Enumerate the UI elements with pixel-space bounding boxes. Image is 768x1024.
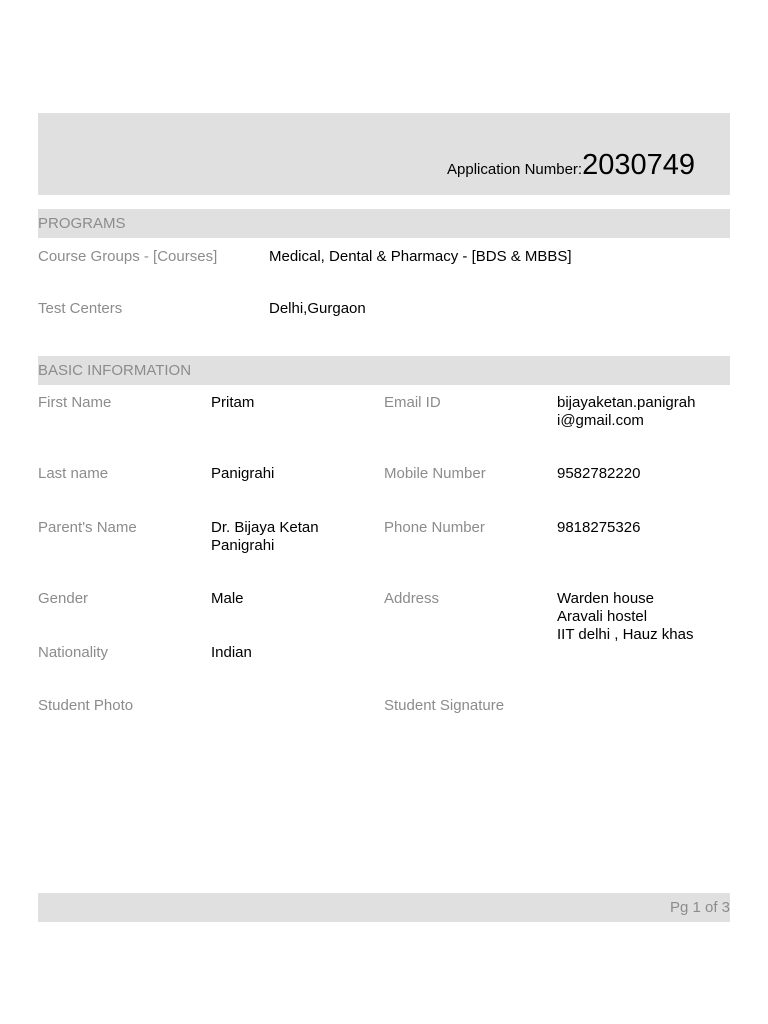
programs-section-header bbox=[38, 209, 730, 238]
gender-label: Gender bbox=[38, 590, 89, 607]
address-label: Address bbox=[384, 590, 440, 607]
page-number: Pg 1 of 3 bbox=[669, 899, 730, 916]
basic-info-section-header bbox=[38, 356, 730, 385]
student-signature-label: Student Signature bbox=[384, 697, 505, 714]
application-number-value: 2030749 bbox=[582, 149, 695, 181]
last-name-label: Last name bbox=[38, 465, 109, 482]
course-groups-label: Course Groups - [Courses] bbox=[38, 248, 218, 265]
gender-value: Male bbox=[211, 590, 244, 607]
programs-title: PROGRAMS bbox=[38, 215, 126, 232]
email-label: Email ID bbox=[384, 394, 441, 411]
phone-label: Phone Number bbox=[384, 519, 485, 536]
footer-bar bbox=[38, 893, 730, 922]
parent-name-label: Parent's Name bbox=[38, 519, 137, 536]
address-line-3: IIT delhi , Hauz khas bbox=[557, 626, 694, 643]
application-number-label: Application Number: bbox=[447, 161, 583, 178]
course-groups-value: Medical, Dental & Pharmacy - [BDS & MBBS] bbox=[269, 248, 572, 265]
parent-name-value bbox=[211, 519, 319, 555]
nationality-value: Indian bbox=[211, 644, 252, 661]
email-value-line-1: bijayaketan.panigrah bbox=[557, 394, 696, 411]
nationality-label: Nationality bbox=[38, 644, 109, 661]
application-number bbox=[447, 149, 695, 182]
email-value-line-2: i@gmail.com bbox=[557, 412, 644, 429]
test-centers-label: Test Centers bbox=[38, 300, 123, 317]
mobile-value: 9582782220 bbox=[557, 465, 641, 482]
mobile-label: Mobile Number bbox=[384, 465, 486, 482]
first-name-label: First Name bbox=[38, 394, 112, 411]
basic-info-title: BASIC INFORMATION bbox=[38, 362, 192, 379]
address-value bbox=[557, 590, 693, 644]
header-bar bbox=[38, 113, 730, 195]
test-centers-value: Delhi,Gurgaon bbox=[269, 300, 366, 317]
first-name-value: Pritam bbox=[211, 394, 255, 411]
student-photo-label: Student Photo bbox=[38, 697, 134, 714]
phone-value: 9818275326 bbox=[557, 519, 641, 536]
address-line-2: Aravali hostel bbox=[557, 608, 648, 625]
parent-name-line-1: Dr. Bijaya Ketan bbox=[211, 519, 319, 536]
parent-name-line-2: Panigrahi bbox=[211, 537, 275, 554]
email-value bbox=[557, 394, 695, 430]
last-name-value: Panigrahi bbox=[211, 465, 275, 482]
address-line-1: Warden house bbox=[557, 590, 655, 607]
